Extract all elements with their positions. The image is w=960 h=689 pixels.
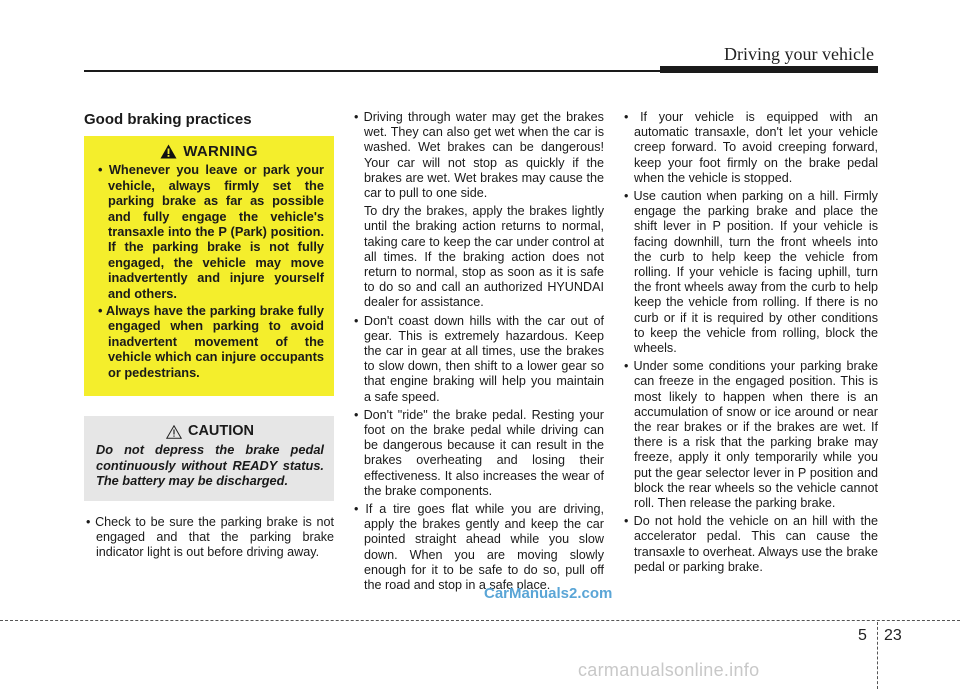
bullet-text: If a tire goes flat while you are driving, apply the brakes gently and keep the car pointed straight ahead while you slow down. When you are moving slowly enough for it to be safe to do so, pull off the road and stop in a safe place. bbox=[364, 502, 604, 593]
bullet-item: • If your vehicle is equipped with an automatic transaxle, don't let your vehicle creep forward. To avoid creeping forward, keep your foot firmly on the brake pedal when the vehicle is stopped. bbox=[624, 110, 878, 185]
caution-header bbox=[96, 424, 324, 439]
caution-triangle-icon bbox=[166, 425, 182, 439]
footer-rule bbox=[0, 620, 960, 621]
bullet-item: • Check to be sure the parking brake is not engaged and that the parking brake indicator light is out before driving away. bbox=[86, 514, 334, 559]
footer-site-watermark: carmanualsonline.info bbox=[578, 660, 760, 680]
page-number-separator bbox=[877, 622, 878, 689]
bullet-item: • Do not hold the vehicle on an hill with the accelerator pedal. This can cause the transaxle to overheat. Always use the brake pedal or parking brake. bbox=[624, 514, 878, 574]
warning-title: WARNING bbox=[183, 143, 258, 161]
warning-item-text: Always have the parking brake fully engaged when parking to avoid inadvertent movement of the vehicle which can injure occupants or pedestrians. bbox=[105, 303, 325, 380]
bullet-item: • Don't coast down hills with the car out of gear. This is extremely hazardous. Keep the car in gear at all times, use the brakes to slow down, then shift to a lower gear so that engine braking will help you maintain a safe speed. bbox=[354, 313, 604, 404]
bullet-text: Driving through water may get the brakes wet. They can also get wet when the car is washed. Wet brakes can be dangerous! Your car will not stop as quickly if the brakes are wet. Wet brakes may cause the car to pull to one side. bbox=[363, 110, 604, 201]
column-3 bbox=[622, 110, 878, 578]
bullet-text: Under some conditions your parking brake can freeze in the engaged position. This is most likely to happen when there is an accumulation of snow or ice around or near the rear brakes or if the brakes are wet. If there is a risk that the parking brake may freeze, apply it only temporarily while you put the gear selector lever in P position and block the rear wheels so the vehicle cannot roll. Then release the parking brake. bbox=[633, 359, 878, 511]
warning-item: • Whenever you leave or park your vehicle, always firmly set the parking brake as far as possible and fully engage the vehicle's transaxle into the P (Park) position. If the parking brake is not fully engaged, the vehicle may move inadvertently and injure yourself and others. bbox=[98, 162, 324, 301]
bullet-text: Don't "ride" the brake pedal. Resting your foot on the brake pedal while driving can be dangerous because it can result in the brakes overheating and losing their effectiveness. It also increases the wear of the brake components. bbox=[363, 407, 604, 498]
bullet-text: Use caution when parking on a hill. Firmly engage the parking brake and place the shift lever in P position. If your vehicle is facing downhill, turn the front wheels into the curb to help keep the vehicle from rolling. If your vehicle is facing uphill, turn the front wheels away from the curb to help keep the vehicle from rolling. If there is no curb or if it is required by other conditions to keep the vehicle from rolling, block the wheels. bbox=[633, 189, 878, 356]
chapter-number: 5 bbox=[858, 627, 867, 644]
bullet-item: • Use caution when parking on a hill. Firmly engage the parking brake and place the shift lever in P position. If your vehicle is facing downhill, turn the front wheels into the curb to help keep the vehicle from rolling. If your vehicle is facing uphill, turn the front wheels away from the curb to help keep the vehicle from rolling. If there is no curb or if it is required by other conditions to keep the vehicle from rolling, block the wheels. bbox=[624, 189, 878, 356]
caution-title: CAUTION bbox=[187, 423, 255, 440]
warning-item-text: Whenever you leave or park your vehicle, always firmly set the parking brake as far as possible and fully engage the vehicle's transaxle into the P (Park) position. If the parking brake is not fully engaged, the vehicle may move inadvertently and injure yourself and others. bbox=[108, 162, 324, 301]
section-heading: Good braking practices bbox=[84, 111, 252, 128]
bullet-item: • Driving through water may get the brakes wet. They can also get wet when the car is washed. Wet brakes can be dangerous! Your car will not stop as quickly if the brakes are wet. Wet brakes may cause the car to pull to one side. bbox=[354, 110, 604, 201]
column-1 bbox=[84, 112, 334, 563]
column-2 bbox=[352, 110, 604, 596]
bullet-text: Check to be sure the parking brake is not engaged and that the parking brake indicator light is out before driving away. bbox=[95, 514, 334, 559]
bullet-text: Do not hold the vehicle on an hill with the accelerator pedal. This can cause the transaxle to overheat. Always use the brake pedal or parking brake. bbox=[633, 514, 878, 574]
warning-item: • Always have the parking brake fully engaged when parking to avoid inadvertent movement of the vehicle which can injure occupants or pedestrians. bbox=[98, 303, 325, 380]
bullet-item: • Under some conditions your parking brake can freeze in the engaged position. This is most likely to happen when there is an accumulation of snow or ice around or near the rear brakes or if the brakes are wet. If there is a risk that the parking brake may freeze, apply it only temporarily while you put the gear selector lever in P position and block the rear wheels so the vehicle cannot roll. Then release the parking brake. bbox=[624, 359, 878, 511]
warning-box bbox=[84, 136, 334, 396]
bullet-item: • If a tire goes flat while you are driving, apply the brakes gently and keep the car pointed straight ahead while you slow down. When you are moving slowly enough for it to be safe to do so, pull off the road and stop in a safe place. bbox=[354, 502, 604, 593]
caution-text: Do not depress the brake pedal continuously without READY status. The battery may be discharged. bbox=[96, 442, 324, 489]
warning-triangle-icon bbox=[160, 144, 177, 159]
bullet-item: • Don't "ride" the brake pedal. Resting your foot on the brake pedal while driving can be dangerous because it can result in the brakes overheating and losing their effectiveness. It also increases the wear of the brake components. bbox=[354, 407, 604, 498]
header-title: Driving your vehicle bbox=[724, 44, 874, 64]
bullet-text: Don't coast down hills with the car out of gear. This is extremely hazardous. Keep the car in gear at all times, use the brakes to slow down, then shift to a lower gear so that engine braking will help you maintain a safe speed. bbox=[363, 313, 604, 404]
watermark-link[interactable]: CarManuals2.com bbox=[484, 585, 613, 602]
page-number: 23 bbox=[884, 627, 902, 644]
warning-header bbox=[94, 144, 324, 159]
bullet-text: If your vehicle is equipped with an automatic transaxle, don't let your vehicle creep forward. To avoid creeping forward, keep your foot firmly on the brake pedal when the vehicle is stopped. bbox=[634, 110, 878, 185]
header-rule bbox=[84, 70, 660, 72]
header-rule-thick bbox=[660, 66, 878, 73]
caution-box bbox=[84, 416, 334, 500]
paragraph: To dry the brakes, apply the brakes lightly until the braking action returns to normal, taking care to keep the car under control at all times. If the braking action does not return to normal, stop as soon as it is safe to do so and call an authorized HYUNDAI dealer for assistance. bbox=[364, 204, 604, 310]
